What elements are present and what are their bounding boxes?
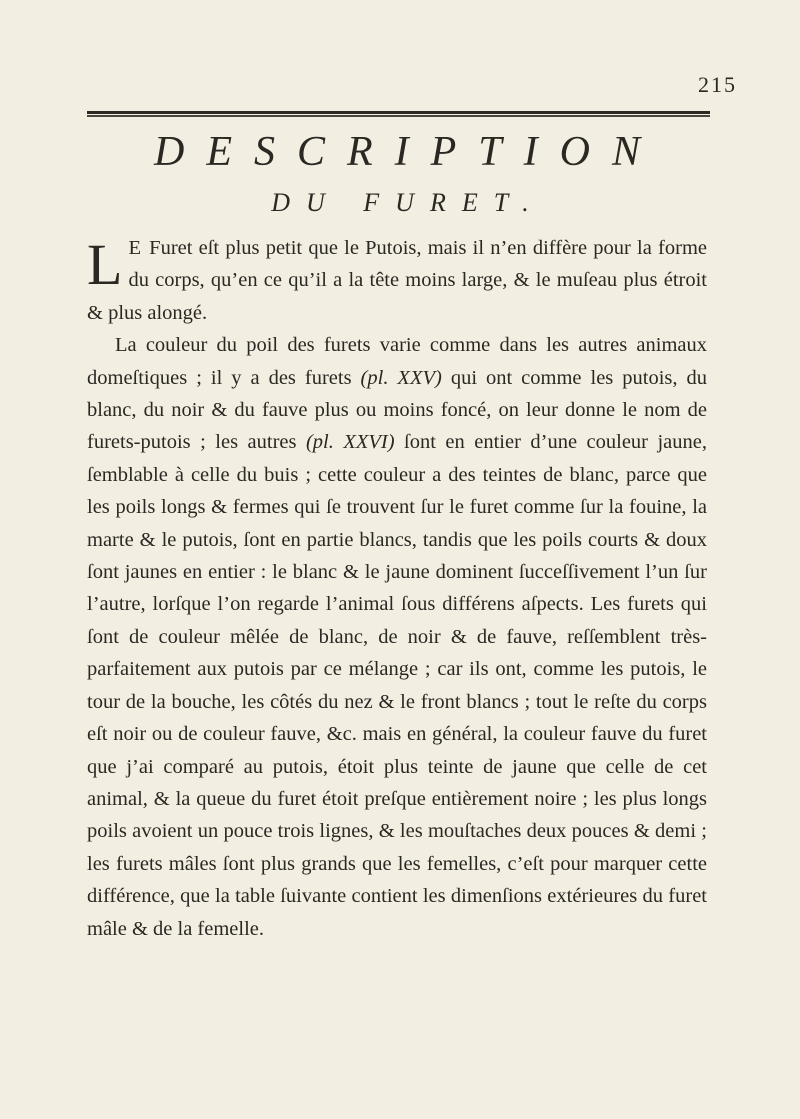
header-rule [87, 111, 710, 117]
chapter-title: DESCRIPTION [154, 129, 662, 175]
plate-reference-25: (pl. XXV) [360, 366, 442, 389]
paragraph-2-part-2: qui ont comme les putois, du blanc, du noir & du fauve plus ou moins foncé, on leur donne le nom de furets-putois ; les autres [87, 366, 707, 454]
paragraph-2-part-3: ſont en entier d’une couleur jaune, ſemblable à celle du buis ; cette couleur a des teintes de blanc, parce que les poils longs & fermes qui ſe trouvent ſur le furet comme ſur la fouine, la marte & le putois, ſont en partie blancs, tandis que les poils courts & doux ſont jaunes en entier : le blanc & le jaune dominent ſucceſſivement l’un ſur l’autre, lorſque l’on regarde l’animal ſous différens aſpects. Les furets qui ſont de couleur mêlée de blanc, de noir & de fauve, reſſemblent très-parfaitement aux putois par ce mélange ; car ils ont, comme les putois, le tour de la bouche, les côtés du nez & le front blancs ; tout le reſte du corps eſt noir ou de couleur fauve, &c. mais en général, la couleur fauve du furet que j’ai comparé au putois, étoit plus teinte de jaune que celle de cet animal, & la queue du furet étoit preſque entièrement noire ; les plus longs poils avoient un pouce trois lignes, & les mouſtaches deux pouces & demi ; les furets mâles ſont plus grands que les femelles, c’eſt pour marquer cette différence, que la table ſuivante contient les dimenſions extérieures du furet mâle & de la femelle. [87, 431, 707, 940]
plate-reference-26: (pl. XXVI) [305, 431, 395, 454]
chapter-subtitle: DU FURET. [271, 188, 545, 217]
page-number: 215 [698, 72, 737, 97]
body-text [87, 232, 707, 945]
paragraph-1-text: Furet eſt plus petit que le Putois, mais il n’en diffère pour la forme du corps, qu’en ce qu’il a la tête moins large, & le muſeau plus étroit & plus alongé. [87, 237, 707, 324]
paragraph-2 [87, 329, 707, 945]
drop-cap: L [87, 232, 123, 297]
paragraph-2-part-1: La couleur du poil des furets varie comme dans les autres animaux domeſtiques ; il y a des furets [87, 334, 707, 389]
paragraph-1 [87, 232, 707, 329]
first-word-rest: E [128, 237, 143, 259]
